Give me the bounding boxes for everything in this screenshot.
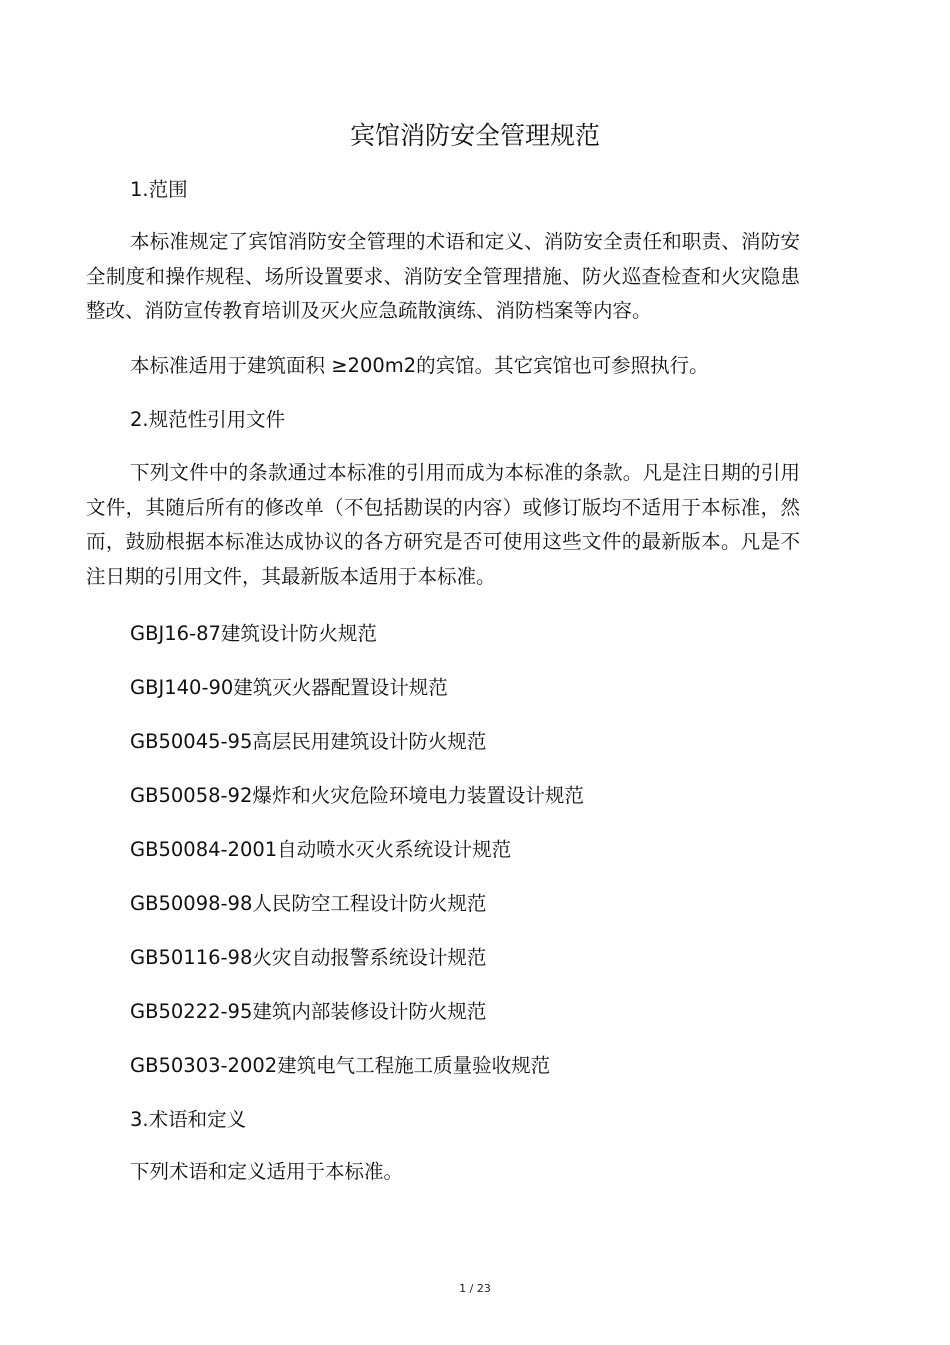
reference-item: GB50084-2001自动喷水灭火系统设计规范 — [130, 838, 512, 861]
section-heading-terms: 3.术语和定义 — [130, 1108, 247, 1131]
scope-paragraph: 本标准规定了宾馆消防安全管理的术语和定义、消防安全责任和职责、消防安全制度和操作规程、场所设置要求、消防安全管理措施、防火巡查检查和火灾隐患整改、消防宣传教育培训及灭火应急疏散演练、消防档案等内容。 — [86, 230, 800, 322]
document-title: 宾馆消防安全管理规范 — [349, 121, 600, 150]
reference-item: GBJ140-90建筑灭火器配置设计规范 — [130, 676, 448, 699]
references-paragraph: 下列文件中的条款通过本标准的引用而成为本标准的条款。凡是注日期的引用文件，其随后所有的修改单（不包括勘误的内容）或修订版均不适用于本标准，然而，鼓励根据本标准达成协议的各方研究是否可使用这些文件的最新版本。凡是不注日期的引用文件，其最新版本适用于本标准。 — [86, 461, 800, 588]
reference-item: GB50303-2002建筑电气工程施工质量验收规范 — [130, 1054, 551, 1077]
reference-item: GB50058-92爆炸和火灾危险环境电力装置设计规范 — [130, 784, 584, 807]
section-heading-scope: 1.范围 — [130, 178, 188, 201]
terms-paragraph: 下列术语和定义适用于本标准。 — [130, 1160, 404, 1183]
reference-item: GBJ16-87建筑设计防火规范 — [130, 622, 377, 645]
page-number: 1 / 23 — [459, 1282, 491, 1295]
reference-item: GB50045-95高层民用建筑设计防火规范 — [130, 730, 487, 753]
reference-item: GB50098-98人民防空工程设计防火规范 — [130, 892, 487, 915]
reference-item: GB50222-95建筑内部装修设计防火规范 — [130, 1000, 487, 1023]
section-heading-references: 2.规范性引用文件 — [130, 408, 286, 431]
scope-applicability-paragraph: 本标准适用于建筑面积 ≥200m2的宾馆。其它宾馆也可参照执行。 — [130, 354, 709, 377]
reference-item: GB50116-98火灾自动报警系统设计规范 — [130, 946, 487, 969]
